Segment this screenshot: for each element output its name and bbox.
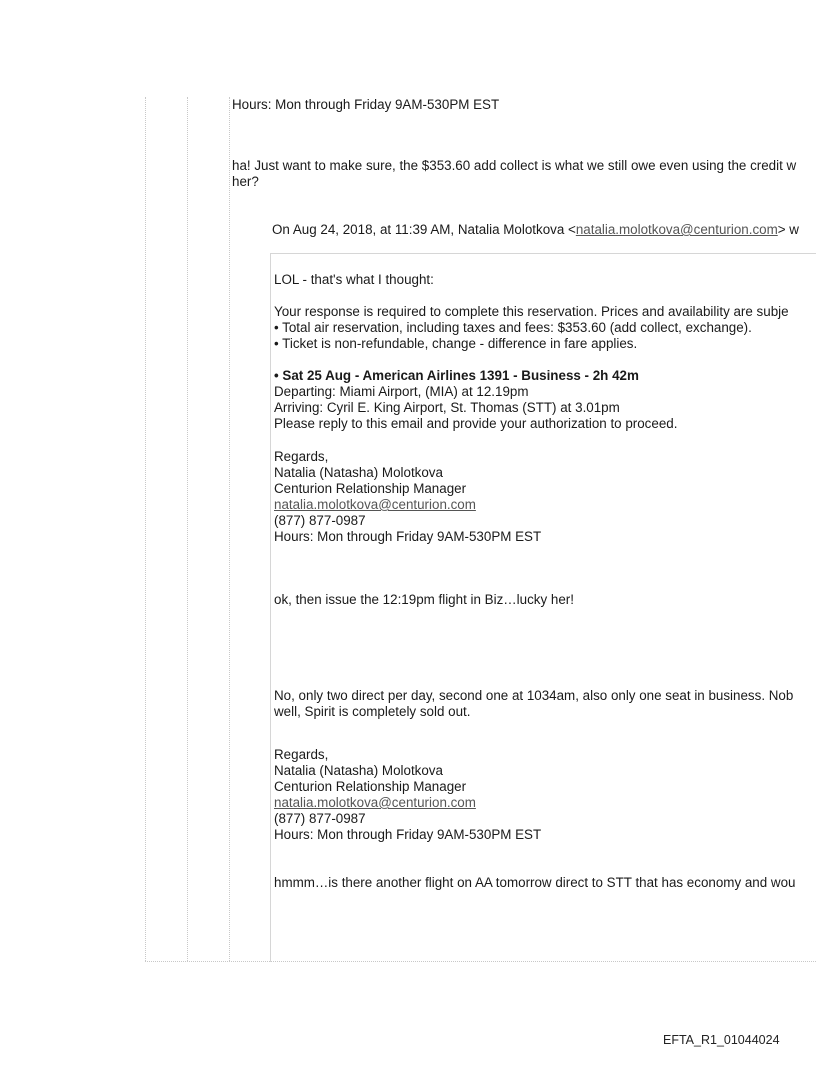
message-intro: LOL - that's what I thought: <box>274 272 434 287</box>
thread-guide-1 <box>145 97 146 961</box>
quoted-header-email-link[interactable]: natalia.molotkova@centurion.com <box>575 222 778 237</box>
reply-text-line-1: ha! Just want to make sure, the $353.60 add collect is what we still owe even using the credit w <box>232 158 797 173</box>
signature2-email-link[interactable]: natalia.molotkova@centurion.com <box>274 795 476 810</box>
arriving-line: Arriving: Cyril E. King Airport, St. Thomas (STT) at 3.01pm <box>274 400 620 415</box>
signature-email-link[interactable]: natalia.molotkova@centurion.com <box>274 497 476 512</box>
authorization-line: Please reply to this email and provide your authorization to proceed. <box>274 416 678 431</box>
bullet-total: • Total air reservation, including taxes and fees: $353.60 (add collect, exchange). <box>274 320 752 335</box>
bullet-ticket: • Ticket is non-refundable, change - difference in fare applies. <box>274 336 638 351</box>
signature2-name: Natalia (Natasha) Molotkova <box>274 763 443 778</box>
reply-text-line-2: her? <box>232 174 259 189</box>
thread-guide-3 <box>229 97 230 961</box>
reply-another-flight: hmmm…is there another flight on AA tomorrow direct to STT that has economy and wou <box>274 875 796 890</box>
reply-issue-flight: ok, then issue the 12:19pm flight in Biz…lucky her! <box>274 592 574 607</box>
response-required: Your response is required to complete this reservation. Prices and availability are subje <box>274 304 789 319</box>
signature2-title: Centurion Relationship Manager <box>274 779 467 794</box>
departing-line: Departing: Miami Airport, (MIA) at 12.19pm <box>274 384 529 399</box>
message2-line-1: No, only two direct per day, second one at 1034am, also only one seat in business. Nob <box>274 688 794 703</box>
signature-name: Natalia (Natasha) Molotkova <box>274 465 443 480</box>
signature2-hours: Hours: Mon through Friday 9AM-530PM EST <box>274 827 542 842</box>
flight-line: • Sat 25 Aug - American Airlines 1391 - Business - 2h 42m <box>274 368 639 383</box>
message2-line-2: well, Spirit is completely sold out. <box>274 704 471 719</box>
quoted-header-prefix: On Aug 24, 2018, at 11:39 AM, Natalia Molotkova < <box>272 222 576 237</box>
quoted-header <box>272 222 799 238</box>
thread-guide-2 <box>187 97 188 961</box>
quoted-header-suffix: > w <box>777 222 799 237</box>
signature-regards: Regards, <box>274 449 329 464</box>
signature2-phone: (877) 877-0987 <box>274 811 366 826</box>
document-id: EFTA_R1_01044024 <box>663 1033 780 1047</box>
signature-hours: Hours: Mon through Friday 9AM-530PM EST <box>274 529 542 544</box>
hours-line: Hours: Mon through Friday 9AM-530PM EST <box>232 97 500 112</box>
signature2-regards: Regards, <box>274 747 329 762</box>
signature-phone: (877) 877-0987 <box>274 513 366 528</box>
signature-title: Centurion Relationship Manager <box>274 481 467 496</box>
